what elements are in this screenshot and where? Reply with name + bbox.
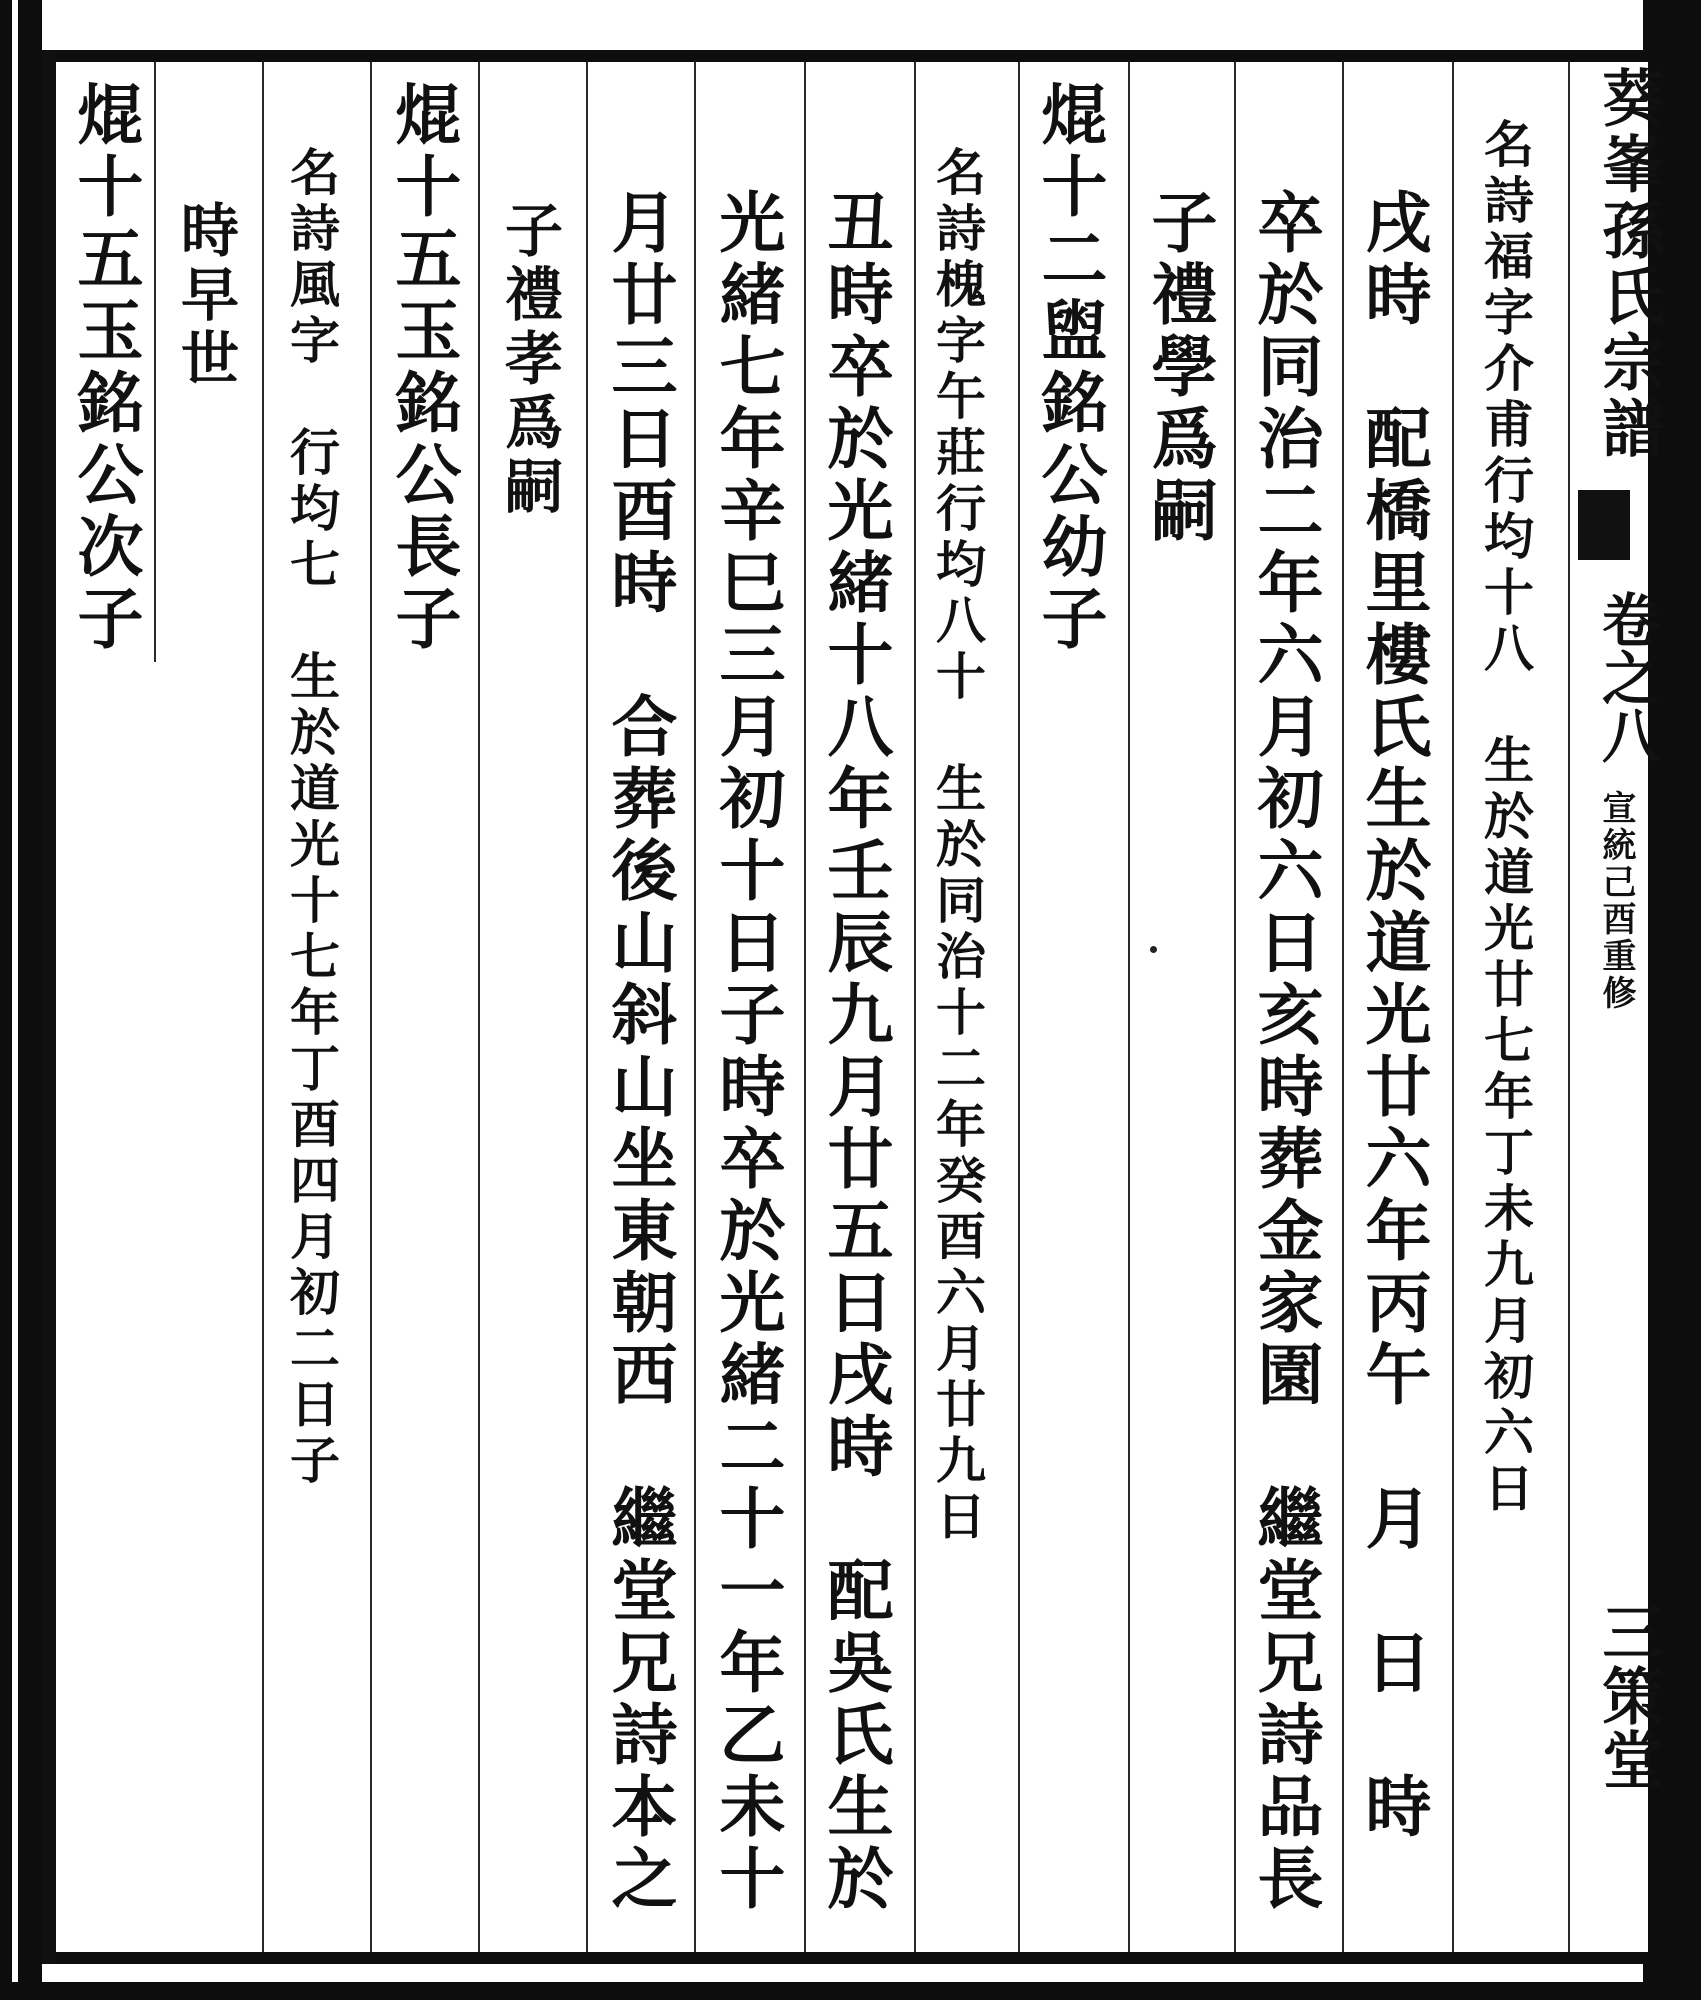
column-divider <box>262 62 264 1952</box>
column-divider <box>370 62 372 1952</box>
text-column-2: 戌時 配橋里樓氏生於道光廿六年丙午 月 日 時 <box>1354 188 1432 1844</box>
entry-heading-3: 焜十五玉銘公次子 <box>66 80 144 656</box>
column-divider <box>804 62 806 1952</box>
column-divider <box>1452 62 1454 1952</box>
left-border-rule <box>42 50 56 1964</box>
column-divider <box>694 62 696 1952</box>
text-column-10: 子禮孝爲嗣 <box>495 200 563 520</box>
text-column-6: 名詩槐字午莊行均八十 生於同治十二年癸酉六月廿九日 <box>928 146 987 1546</box>
entry-heading-1: 焜十二盥銘公幼子 <box>1030 80 1108 656</box>
top-border-rule <box>42 50 1643 62</box>
genealogy-title: 葵峯孫氏宗譜 <box>1592 66 1665 462</box>
column-divider <box>1128 62 1130 1952</box>
column-divider <box>914 62 916 1952</box>
hall-name: 三策堂 <box>1592 1600 1665 1792</box>
column-divider <box>154 62 156 662</box>
text-column-4: 子禮學爲嗣 <box>1140 188 1218 548</box>
column-divider <box>478 62 480 1952</box>
text-column-7: 丑時卒於光緒十八年壬辰九月廿五日戌時 配吳氏生於 <box>816 188 894 1916</box>
page-left-gap <box>12 0 18 2000</box>
entry-heading-2: 焜十五玉銘公長子 <box>384 80 462 656</box>
black-fishtail-mark <box>1578 490 1630 560</box>
ink-dot <box>1150 946 1157 953</box>
text-column-1: 名詩福字介甫行均十八 生於道光廿七年丁未九月初六日 <box>1476 118 1535 1518</box>
bottom-border-rule <box>42 1952 1643 1964</box>
column-divider <box>1018 62 1020 1952</box>
column-divider <box>586 62 588 1952</box>
text-column-3: 卒於同治二年六月初六日亥時葬金家園 繼堂兄詩品長 <box>1246 188 1324 1916</box>
title-margin-divider <box>1568 62 1570 1952</box>
page-bottom-edge <box>0 1982 1701 2000</box>
revision-note: 宣統己酉重修 <box>1596 790 1636 1012</box>
text-column-13: 時早世 <box>171 200 239 392</box>
column-divider <box>1342 62 1344 1952</box>
text-column-9: 月廿三日酉時 合葬後山斜山坐東朝西 繼堂兄詩本之 <box>600 188 678 1916</box>
volume-label: 卷之八 <box>1592 590 1660 764</box>
text-column-8: 光緒七年辛巳三月初十日子時卒於光緒二十一年乙未十 <box>708 188 786 1916</box>
text-column-12: 名詩風字 行均七 生於道光十七年丁酉四月初二日子 <box>282 146 341 1490</box>
column-divider <box>1234 62 1236 1952</box>
page-left-edge <box>0 0 42 2000</box>
